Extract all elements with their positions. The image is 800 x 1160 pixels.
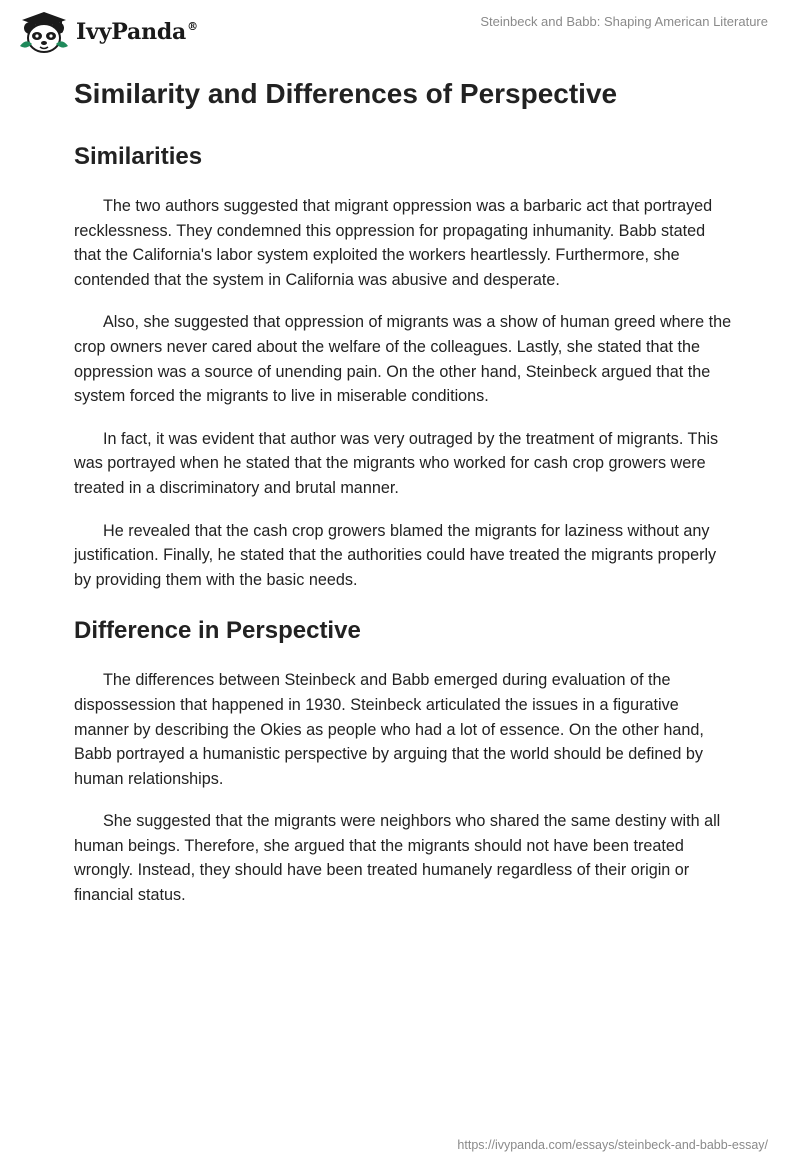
paragraph: Also, she suggested that oppression of migrants was a show of human greed where the crop owners never cared about the welfare of the colleagues. Lastly, she stated that the oppression was a source of unending pain. On the other hand, Steinbeck argued that the system forced the migrants to live in miserable conditions. <box>74 313 732 406</box>
logo-name: IvyPanda <box>76 19 187 45</box>
section-difference-in-perspective <box>74 614 734 907</box>
page-header <box>0 0 800 62</box>
paragraph: In fact, it was evident that author was very outraged by the treatment of migrants. This was portrayed when he stated that the migrants who worked for cash crop growers were treated in a discriminatory and brutal manner. <box>74 429 719 497</box>
panda-logo-icon <box>16 8 72 56</box>
section-heading: Difference in Perspective <box>74 617 361 645</box>
paragraph: The differences between Steinbeck and Babb emerged during evaluation of the dispossession that happened in 1930. Steinbeck articulated the issues in a figurative manner by describing the Okies as people who had a lot of essence. On the other hand, Babb portrayed a humanistic perspective by arguing that the world should be defined by human relationships. <box>74 671 704 788</box>
source-url-link[interactable]: https://ivypanda.com/essays/steinbeck-and-babb-essay/ <box>457 1138 768 1152</box>
paragraph: The two authors suggested that migrant oppression was a barbaric act that portrayed recklessness. They condemned this oppression for propagating inhumanity. Babb stated that the California's labor system exploited the workers heartlessly. Furthermore, she contended that the system in California was abusive and desperate. <box>74 197 713 289</box>
running-title: Steinbeck and Babb: Shaping American Literature <box>480 14 768 29</box>
paragraph: He revealed that the cash crop growers blamed the migrants for laziness without any justification. Finally, he stated that the authorities could have treated the migrants properly by providing them with the basic needs. <box>74 521 717 589</box>
ivypanda-logo[interactable] <box>16 8 198 56</box>
section-similarities <box>74 140 734 592</box>
paragraph: She suggested that the migrants were neighbors who shared the same destiny with all human beings. Therefore, she argued that the migrants should not have been treated wrongly. Instead, they should have been treated humanely regardless of their origin or financial status. <box>74 812 721 905</box>
logo-wordmark <box>76 19 198 45</box>
page-title: Similarity and Differences of Perspective <box>74 78 618 109</box>
article-body <box>74 70 734 908</box>
section-heading: Similarities <box>74 143 203 170</box>
logo-registered-mark: ® <box>187 20 198 33</box>
